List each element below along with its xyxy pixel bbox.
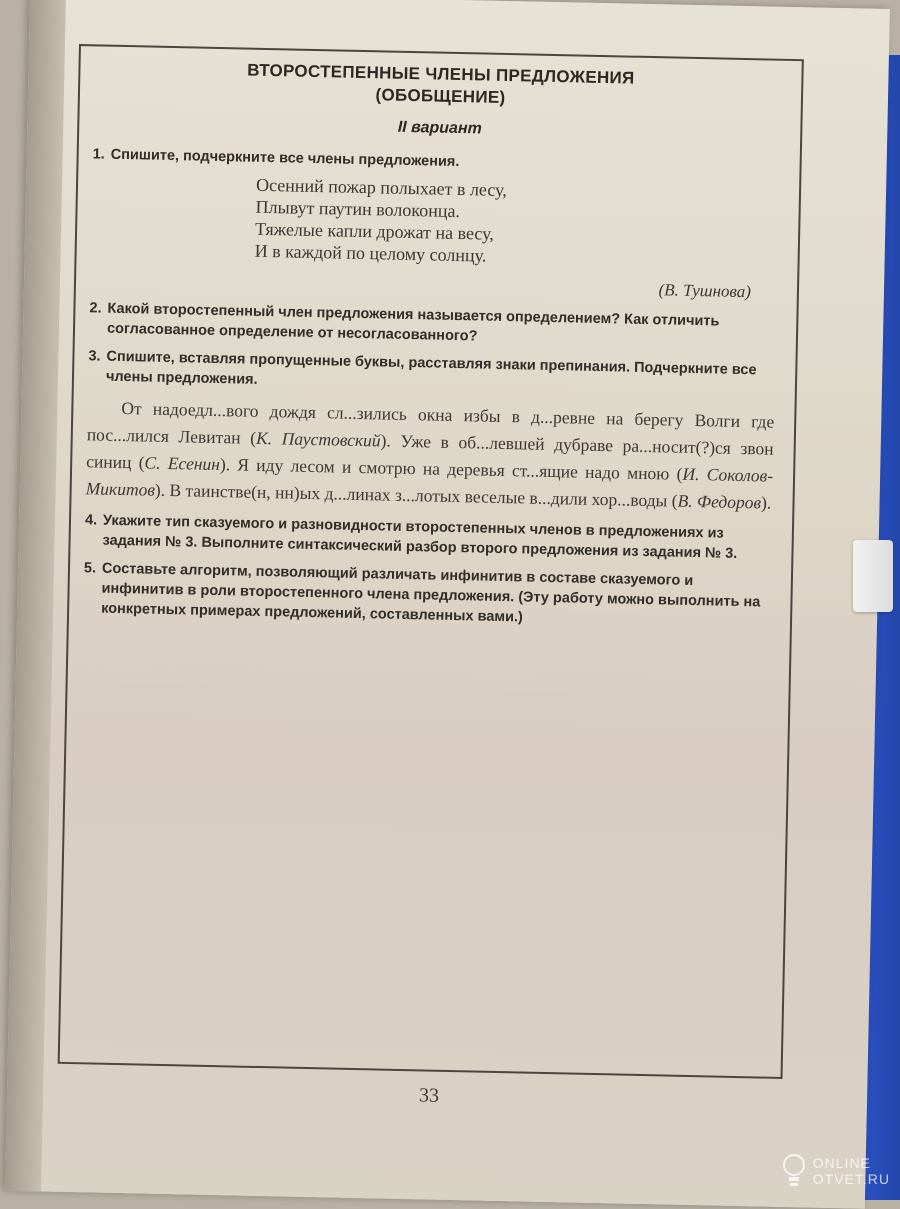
book-page [5,0,890,1209]
poem-author: (В. Тушнова) [658,280,752,302]
exercise-author: К. Паустовский [255,427,381,451]
page-number: 33 [418,1084,440,1107]
content-frame [58,44,804,1079]
task-text: Какой второстепенный член предложения называется определением? Как отличить согласованное определение от несогласованного? [106,300,720,345]
watermark-text [813,1155,890,1187]
task-text: Спишите, вставляя пропущенные буквы, расставляя знаки препинания. Подчеркните все члены предложения. [105,348,757,388]
task-number: 3. [88,348,101,365]
exercise-sentence: ). Я иду лесом и смотрю на деревья ст...ящие надо мною ( [219,454,683,484]
poem [254,174,785,273]
poem-line: Плывут паутин волоконца. [255,196,461,222]
exercise-author: И. Соколов-Микитов [85,463,774,500]
watermark-line-1: ONLINE [812,1155,871,1171]
watermark [781,1152,890,1190]
exercise-author: С. Есенин [144,452,221,475]
title-line-2: (ОБОБЩЕНИЕ) [375,85,506,107]
task-2 [89,298,783,353]
paper-clip [853,540,893,612]
title-line-1: ВТОРОСТЕПЕННЫЕ ЧЛЕНЫ ПРЕДЛОЖЕНИЯ [247,60,635,88]
poem-line: И в каждой по целому солнцу. [254,240,487,266]
page-title [94,56,788,115]
task-4 [84,510,778,565]
task-number: 1. [92,146,105,163]
variant-label: II вариант [397,118,482,138]
watermark-line-2: OTVET.RU [812,1171,890,1187]
poem-line: Осенний пожар полыхает в лесу, [255,174,508,201]
exercise-sentence: ). Уже в об...левшей дубраве ра...носит(?)ся звон синиц ( [86,430,774,473]
poem-line: Тяжелые капли дрожат на весу, [254,218,495,244]
task-3 [88,346,782,401]
exercise-author: В. Федоров [677,490,762,513]
task-number: 2. [89,300,102,317]
task-number: 5. [83,560,97,577]
task-text: Укажите тип сказуемого и разновидности второстепенных членов в предложениях из задания № 3. Выполните синтаксический разбор второго предложения из задания № 3. [102,512,738,562]
exercise-sentence: ). [760,492,772,513]
exercise-sentence: ). В таинстве(н, нн)ых д...линах з...лотых веселые в...дили хор...воды ( [154,479,678,511]
task-text: Составьте алгоритм, позволяющий различать инфинитив в составе сказуемого и инфинитив в роли второстепенного члена предложения. (Эту работу можно выполнить на конкретных примерах предложений, составленных вами.) [101,560,761,626]
exercise-text [85,394,774,516]
page-binding-edge [5,0,66,1191]
lightbulb-icon [781,1152,807,1190]
exercise-sentence: От надоедл...вого дождя сл...зились окна избы в д...ревне на берегу Волги где пос...лился Левитан ( [86,398,775,448]
task-number: 4. [84,512,98,529]
task-5 [83,558,777,632]
task-1 [92,144,785,179]
task-text: Спишите, подчеркните все члены предложения. [110,146,460,171]
